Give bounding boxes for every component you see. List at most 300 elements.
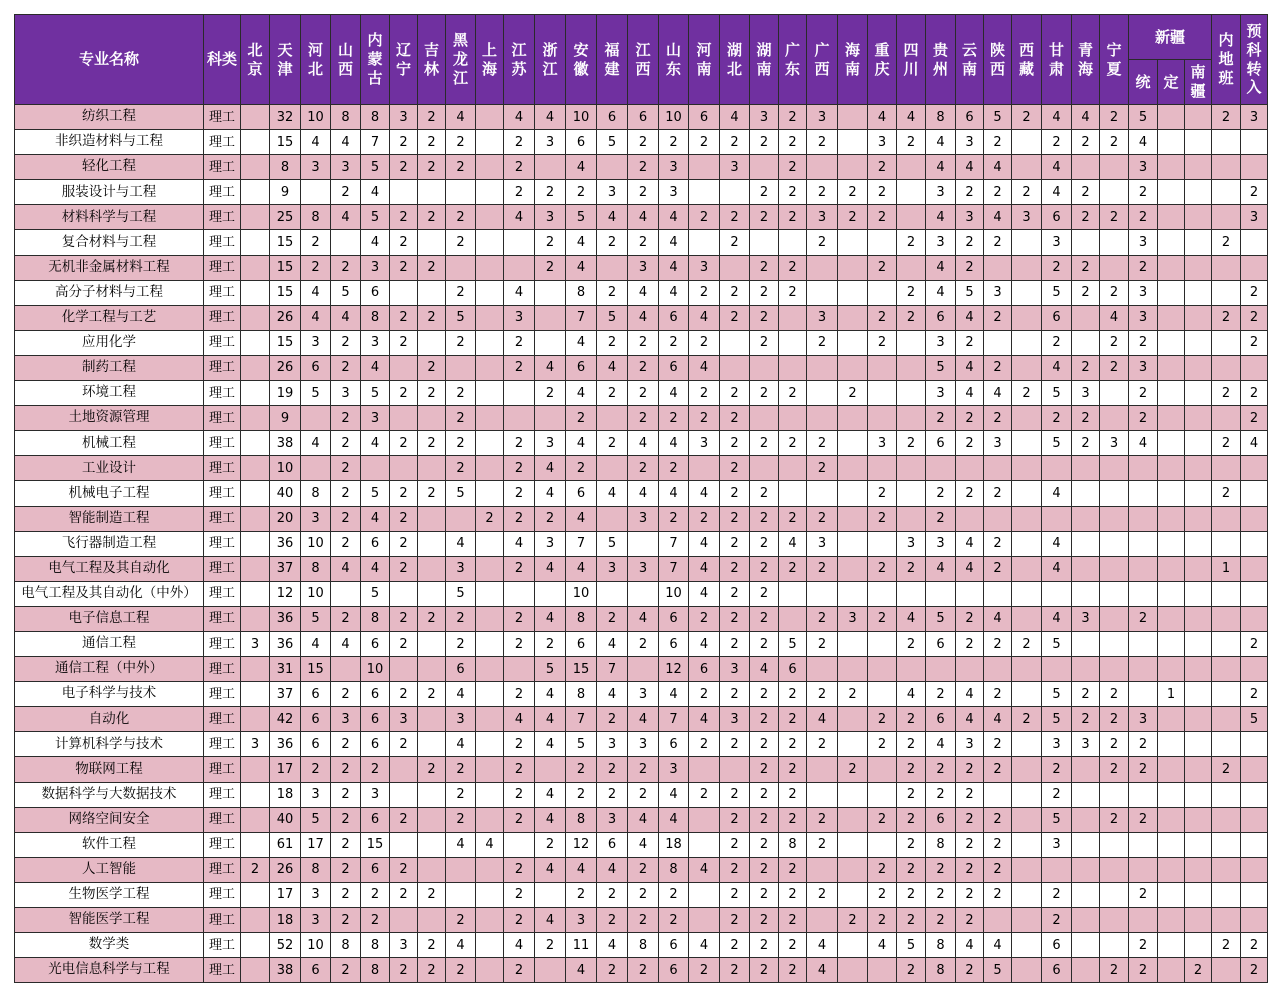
quota-cell: 5 (301, 381, 331, 406)
quota-cell: 2 (504, 556, 535, 581)
quota-cell: 2 (1042, 406, 1072, 431)
major-name-cell: 纺织工程 (15, 105, 204, 130)
quota-cell: 8 (566, 807, 597, 832)
quota-cell: 2 (628, 381, 659, 406)
quota-cell (720, 330, 750, 355)
quota-cell (1129, 506, 1158, 531)
quota-cell: 2 (1042, 908, 1072, 933)
quota-cell (1185, 732, 1212, 757)
header-province: 广 西 (807, 15, 838, 105)
quota-cell (1241, 908, 1268, 933)
quota-cell (1185, 431, 1212, 456)
quota-cell (1012, 531, 1042, 556)
quota-cell: 2 (418, 682, 446, 707)
quota-cell (1012, 958, 1042, 983)
table-row (15, 606, 1268, 631)
quota-cell: 3 (390, 707, 418, 732)
major-name-cell: 电子科学与技术 (15, 682, 204, 707)
quota-cell: 2 (1100, 205, 1129, 230)
quota-cell: 2 (597, 707, 628, 732)
header-province: 安 徽 (566, 15, 597, 105)
header-province: 山 西 (331, 15, 361, 105)
major-name-cell: 电气工程及其自动化（中外） (15, 581, 204, 606)
quota-cell: 15 (270, 330, 301, 355)
quota-cell: 4 (779, 531, 807, 556)
quota-cell: 1 (1212, 556, 1241, 581)
quota-cell (1185, 255, 1212, 280)
quota-cell: 2 (390, 882, 418, 907)
quota-cell (868, 657, 897, 682)
quota-cell: 8 (659, 857, 689, 882)
quota-cell (1185, 280, 1212, 305)
quota-cell: 2 (779, 707, 807, 732)
quota-cell: 4 (689, 631, 720, 656)
quota-cell: 4 (566, 431, 597, 456)
quota-cell: 2 (750, 581, 779, 606)
quota-cell (535, 305, 566, 330)
category-cell: 理工 (204, 431, 241, 456)
quota-cell: 2 (1100, 682, 1129, 707)
quota-cell (1072, 230, 1100, 255)
quota-cell (1241, 732, 1268, 757)
quota-cell (1012, 456, 1042, 481)
quota-cell (418, 908, 446, 933)
quota-cell: 2 (750, 481, 779, 506)
quota-cell: 5 (956, 280, 984, 305)
quota-cell (779, 305, 807, 330)
quota-cell: 2 (566, 406, 597, 431)
quota-cell: 4 (446, 682, 476, 707)
quota-cell (446, 506, 476, 531)
quota-cell: 2 (868, 506, 897, 531)
quota-cell (1185, 155, 1212, 180)
quota-cell: 2 (331, 531, 361, 556)
quota-cell: 2 (750, 807, 779, 832)
quota-cell: 2 (566, 757, 597, 782)
quota-cell: 2 (504, 682, 535, 707)
quota-cell: 10 (659, 105, 689, 130)
quota-cell: 8 (331, 105, 361, 130)
quota-cell: 2 (1212, 105, 1241, 130)
quota-cell: 4 (984, 155, 1012, 180)
quota-cell: 2 (926, 506, 956, 531)
quota-cell (1185, 481, 1212, 506)
quota-cell: 2 (1185, 958, 1212, 983)
quota-cell: 6 (659, 958, 689, 983)
quota-cell: 2 (628, 155, 659, 180)
major-name-cell: 光电信息科学与工程 (15, 958, 204, 983)
quota-cell (476, 330, 504, 355)
quota-cell: 2 (720, 857, 750, 882)
quota-cell (446, 255, 476, 280)
quota-cell: 8 (361, 933, 390, 958)
quota-cell (1212, 406, 1241, 431)
quota-cell (476, 305, 504, 330)
quota-cell (476, 782, 504, 807)
quota-cell (1158, 481, 1185, 506)
quota-cell: 3 (535, 130, 566, 155)
quota-cell: 5 (779, 631, 807, 656)
quota-cell (984, 456, 1012, 481)
quota-cell: 2 (956, 255, 984, 280)
quota-cell (838, 531, 868, 556)
quota-cell: 3 (1129, 280, 1158, 305)
quota-cell: 4 (361, 230, 390, 255)
quota-cell: 6 (361, 280, 390, 305)
quota-cell: 6 (659, 355, 689, 380)
quota-cell: 4 (1042, 180, 1072, 205)
quota-cell (1012, 757, 1042, 782)
quota-cell: 2 (504, 180, 535, 205)
quota-cell: 2 (1129, 757, 1158, 782)
quota-cell: 4 (984, 707, 1012, 732)
quota-cell (1185, 581, 1212, 606)
quota-cell: 12 (659, 657, 689, 682)
quota-cell: 6 (659, 732, 689, 757)
quota-cell (779, 330, 807, 355)
quota-cell: 4 (926, 556, 956, 581)
quota-cell: 2 (720, 933, 750, 958)
quota-cell (1100, 531, 1129, 556)
quota-cell (1212, 255, 1241, 280)
quota-cell: 2 (984, 230, 1012, 255)
quota-cell: 2 (984, 305, 1012, 330)
quota-cell: 4 (807, 707, 838, 732)
quota-cell: 3 (1100, 431, 1129, 456)
quota-cell: 4 (535, 456, 566, 481)
major-name-cell: 环境工程 (15, 381, 204, 406)
quota-cell (897, 355, 926, 380)
quota-cell: 3 (868, 130, 897, 155)
quota-cell (838, 406, 868, 431)
quota-cell (418, 631, 446, 656)
quota-cell: 3 (1072, 606, 1100, 631)
table-row (15, 757, 1268, 782)
quota-cell (390, 908, 418, 933)
quota-cell: 10 (566, 105, 597, 130)
quota-cell: 2 (750, 506, 779, 531)
quota-cell: 2 (838, 682, 868, 707)
quota-cell (807, 908, 838, 933)
quota-cell (1185, 631, 1212, 656)
quota-cell: 2 (446, 631, 476, 656)
quota-cell: 2 (418, 958, 446, 983)
quota-cell (1158, 531, 1185, 556)
quota-cell (1158, 933, 1185, 958)
quota-cell (838, 857, 868, 882)
quota-cell: 3 (1241, 205, 1268, 230)
quota-cell: 3 (659, 757, 689, 782)
quota-cell (779, 581, 807, 606)
quota-cell (956, 657, 984, 682)
quota-cell: 4 (566, 381, 597, 406)
quota-cell: 4 (689, 707, 720, 732)
quota-cell (1129, 657, 1158, 682)
quota-cell: 5 (897, 933, 926, 958)
quota-cell (241, 205, 270, 230)
quota-cell: 2 (750, 305, 779, 330)
quota-cell (241, 180, 270, 205)
major-name-cell: 飞行器制造工程 (15, 531, 204, 556)
quota-cell: 3 (897, 531, 926, 556)
quota-cell (504, 832, 535, 857)
quota-cell (838, 105, 868, 130)
quota-cell: 2 (956, 908, 984, 933)
quota-cell (897, 456, 926, 481)
header-province: 湖 南 (750, 15, 779, 105)
quota-cell (779, 481, 807, 506)
quota-cell: 6 (566, 631, 597, 656)
quota-cell: 2 (504, 958, 535, 983)
quota-cell: 4 (446, 933, 476, 958)
quota-cell (1185, 180, 1212, 205)
quota-cell: 2 (897, 130, 926, 155)
quota-cell (1100, 581, 1129, 606)
category-cell: 理工 (204, 406, 241, 431)
quota-cell (897, 205, 926, 230)
quota-cell: 2 (720, 832, 750, 857)
quota-cell: 4 (566, 958, 597, 983)
category-cell: 理工 (204, 556, 241, 581)
quota-cell: 2 (1129, 958, 1158, 983)
quota-cell: 2 (1129, 882, 1158, 907)
quota-cell: 2 (446, 782, 476, 807)
quota-cell (418, 330, 446, 355)
quota-cell: 3 (984, 431, 1012, 456)
quota-cell: 2 (868, 857, 897, 882)
quota-cell: 2 (659, 406, 689, 431)
quota-cell: 2 (779, 958, 807, 983)
quota-cell: 4 (566, 230, 597, 255)
table-row (15, 933, 1268, 958)
quota-cell: 4 (566, 255, 597, 280)
quota-cell: 2 (331, 908, 361, 933)
quota-cell: 3 (689, 431, 720, 456)
quota-cell: 2 (750, 255, 779, 280)
quota-cell: 2 (779, 807, 807, 832)
quota-cell: 2 (1100, 807, 1129, 832)
quota-cell: 7 (361, 130, 390, 155)
quota-cell: 2 (535, 255, 566, 280)
quota-cell: 4 (984, 606, 1012, 631)
header-province: 辽 宁 (390, 15, 418, 105)
quota-cell (504, 657, 535, 682)
quota-cell (1212, 682, 1241, 707)
quota-cell: 2 (779, 280, 807, 305)
major-name-cell: 高分子材料与工程 (15, 280, 204, 305)
quota-cell: 2 (390, 431, 418, 456)
quota-cell: 2 (566, 782, 597, 807)
quota-cell: 2 (750, 732, 779, 757)
table-row (15, 105, 1268, 130)
quota-cell: 2 (1100, 757, 1129, 782)
quota-cell: 10 (270, 456, 301, 481)
quota-cell (984, 330, 1012, 355)
quota-cell: 17 (270, 882, 301, 907)
quota-cell: 2 (1212, 757, 1241, 782)
quota-cell (476, 757, 504, 782)
quota-cell: 5 (1129, 105, 1158, 130)
quota-cell: 3 (926, 531, 956, 556)
quota-cell (1129, 481, 1158, 506)
quota-cell (331, 581, 361, 606)
quota-cell: 8 (566, 280, 597, 305)
quota-cell (476, 531, 504, 556)
quota-cell (390, 456, 418, 481)
quota-cell: 2 (390, 155, 418, 180)
quota-cell: 2 (504, 631, 535, 656)
quota-cell (1158, 908, 1185, 933)
quota-cell (1129, 456, 1158, 481)
quota-cell (241, 882, 270, 907)
quota-cell: 4 (1129, 130, 1158, 155)
table-row (15, 255, 1268, 280)
quota-cell: 2 (807, 456, 838, 481)
quota-cell: 2 (689, 205, 720, 230)
table-row (15, 807, 1268, 832)
quota-cell: 5 (926, 355, 956, 380)
quota-cell (361, 456, 390, 481)
quota-cell (689, 882, 720, 907)
quota-cell (1185, 130, 1212, 155)
quota-cell: 5 (1042, 707, 1072, 732)
quota-cell (1185, 782, 1212, 807)
quota-cell: 2 (390, 857, 418, 882)
quota-cell (838, 631, 868, 656)
quota-cell: 5 (984, 105, 1012, 130)
quota-cell: 17 (301, 832, 331, 857)
category-cell: 理工 (204, 506, 241, 531)
quota-cell: 2 (807, 230, 838, 255)
quota-cell (807, 782, 838, 807)
quota-cell: 2 (868, 732, 897, 757)
quota-cell: 6 (926, 631, 956, 656)
quota-cell: 2 (1012, 381, 1042, 406)
table-row (15, 908, 1268, 933)
quota-cell: 4 (566, 857, 597, 882)
quota-cell: 8 (301, 481, 331, 506)
quota-cell (535, 280, 566, 305)
quota-cell: 2 (807, 882, 838, 907)
quota-cell: 2 (628, 857, 659, 882)
header-province: 云 南 (956, 15, 984, 105)
quota-cell: 3 (926, 230, 956, 255)
quota-cell: 2 (689, 782, 720, 807)
quota-cell (1185, 606, 1212, 631)
quota-cell (1072, 305, 1100, 330)
table-row (15, 130, 1268, 155)
quota-cell: 4 (659, 230, 689, 255)
quota-cell (1158, 807, 1185, 832)
header-province: 江 苏 (504, 15, 535, 105)
major-name-cell: 数据科学与大数据技术 (15, 782, 204, 807)
major-name-cell: 机械工程 (15, 431, 204, 456)
quota-cell (476, 205, 504, 230)
table-row (15, 381, 1268, 406)
quota-cell: 2 (628, 456, 659, 481)
quota-cell: 2 (984, 857, 1012, 882)
quota-cell (897, 330, 926, 355)
header-province: 上 海 (476, 15, 504, 105)
quota-cell: 2 (720, 431, 750, 456)
quota-cell: 15 (301, 657, 331, 682)
quota-cell (807, 757, 838, 782)
quota-cell (241, 506, 270, 531)
quota-cell (807, 406, 838, 431)
quota-cell (1012, 556, 1042, 581)
quota-cell (1212, 581, 1241, 606)
quota-cell (1241, 230, 1268, 255)
quota-cell (838, 330, 868, 355)
quota-cell: 2 (390, 606, 418, 631)
quota-cell: 4 (750, 657, 779, 682)
header-province: 湖 北 (720, 15, 750, 105)
quota-cell: 3 (597, 180, 628, 205)
header-xinjiang-ding: 定 (1158, 60, 1185, 105)
quota-cell: 2 (476, 506, 504, 531)
quota-cell: 2 (659, 130, 689, 155)
quota-cell: 2 (331, 456, 361, 481)
quota-cell: 2 (750, 205, 779, 230)
quota-cell: 2 (1129, 406, 1158, 431)
quota-cell (1012, 807, 1042, 832)
quota-cell: 2 (1100, 105, 1129, 130)
quota-cell (1100, 657, 1129, 682)
quota-cell: 2 (418, 431, 446, 456)
header-row-1 (15, 15, 1268, 60)
quota-cell: 2 (628, 882, 659, 907)
quota-cell: 2 (956, 631, 984, 656)
category-cell: 理工 (204, 732, 241, 757)
quota-cell: 2 (779, 155, 807, 180)
quota-cell (535, 406, 566, 431)
quota-cell: 2 (807, 807, 838, 832)
quota-cell: 5 (1042, 631, 1072, 656)
quota-cell: 4 (597, 481, 628, 506)
quota-cell: 2 (390, 230, 418, 255)
quota-cell: 2 (956, 230, 984, 255)
quota-cell: 2 (1129, 807, 1158, 832)
quota-cell: 3 (720, 155, 750, 180)
quota-cell (1212, 707, 1241, 732)
quota-cell: 4 (956, 682, 984, 707)
major-name-cell: 生物医学工程 (15, 882, 204, 907)
quota-cell: 2 (868, 305, 897, 330)
quota-cell: 2 (1100, 280, 1129, 305)
quota-cell: 2 (331, 180, 361, 205)
header-province: 北 京 (241, 15, 270, 105)
quota-cell: 2 (926, 782, 956, 807)
header-province: 西 藏 (1012, 15, 1042, 105)
quota-cell (868, 631, 897, 656)
quota-cell: 2 (750, 130, 779, 155)
quota-cell (1158, 130, 1185, 155)
quota-cell: 2 (390, 732, 418, 757)
quota-cell: 3 (597, 807, 628, 832)
quota-cell: 8 (331, 933, 361, 958)
quota-cell (504, 230, 535, 255)
quota-cell: 2 (720, 882, 750, 907)
quota-cell (476, 807, 504, 832)
quota-cell: 4 (446, 832, 476, 857)
quota-cell: 4 (535, 105, 566, 130)
quota-cell: 5 (361, 381, 390, 406)
quota-cell (476, 908, 504, 933)
quota-cell: 2 (659, 882, 689, 907)
quota-cell (720, 355, 750, 380)
quota-cell (241, 105, 270, 130)
quota-cell: 4 (535, 481, 566, 506)
